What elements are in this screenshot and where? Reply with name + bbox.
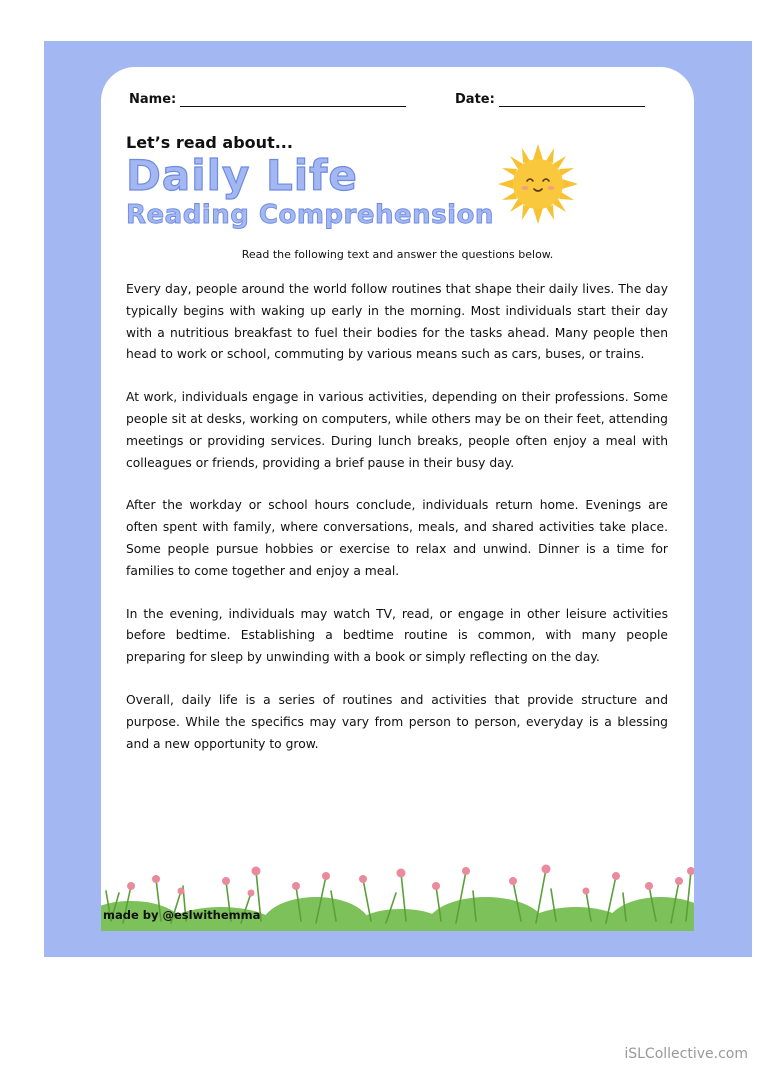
paragraph: At work, individuals engage in various activities, depending on their professions. Some people sit at desks, working on computers, while others may be on their feet, attending meetings or providing services. During lunch breaks, people often enjoy a meal with colleagues or friends, providing a brief pause in their busy day. xyxy=(126,390,668,470)
paragraph: Overall, daily life is a series of routines and activities that provide structure and purpose. While the specifics may vary from person to person, everyday is a blessing and a new opportunity to grow. xyxy=(126,692,668,751)
lead-text: Let’s read about... xyxy=(126,133,293,152)
name-line[interactable] xyxy=(180,91,406,107)
author-credit: made by @eslwithemma xyxy=(103,908,261,922)
name-label: Name: xyxy=(129,92,177,107)
page-title: Daily Life xyxy=(126,151,358,200)
paragraph: Every day, people around the world follow routines that shape their daily lives. The day typically begins with waking up early in the morning. Most individuals start their day with a nutritious breakfast to fuel their bodies for the tasks ahead. Many people then head to work or school, commuting by various means such as cars, buses, or trains. xyxy=(126,282,668,362)
worksheet-card xyxy=(101,67,694,931)
date-field[interactable] xyxy=(455,91,645,107)
sun-icon xyxy=(496,142,580,226)
instructions: Read the following text and answer the questions below. xyxy=(241,248,554,261)
name-date-row xyxy=(129,91,666,113)
site-watermark: iSLCollective.com xyxy=(624,1046,748,1062)
name-field[interactable] xyxy=(129,91,406,107)
page-frame xyxy=(44,41,752,957)
paragraph: After the workday or school hours conclude, individuals return home. Evenings are often spent with family, where conversations, meals, and shared activities take place. Some people pursue hobbies or exercise to relax and unwind. Dinner is a time for families to come together and enjoy a meal. xyxy=(126,498,668,578)
paragraph: In the evening, individuals may watch TV, read, or engage in other leisure activities before bedtime. Establishing a bedtime routine is common, with many people preparing for sleep by unwinding with a book or simply reflecting on the day. xyxy=(126,606,668,665)
date-line[interactable] xyxy=(499,91,645,107)
page-subtitle: Reading Comprehension xyxy=(126,200,494,230)
date-label: Date: xyxy=(455,92,495,107)
reading-text xyxy=(126,279,668,776)
